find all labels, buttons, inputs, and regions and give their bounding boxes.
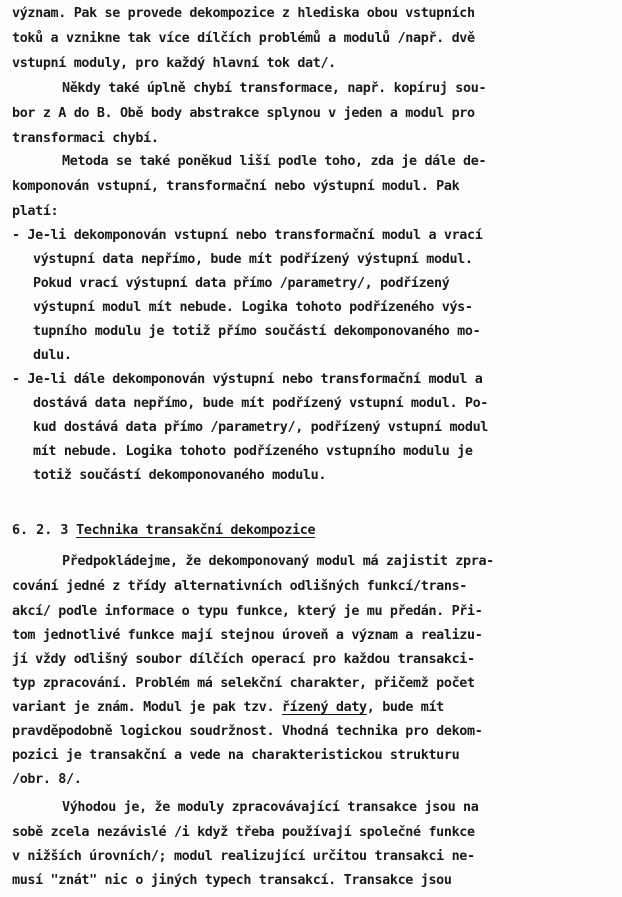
text-line: platí: xyxy=(12,204,59,219)
bullet-line: mít nebude. Logika tohoto podřízeného vstupního modulu je xyxy=(33,444,473,459)
text-line: akcí/ podle informace o typu funkce, který je mu předán. Při- xyxy=(12,604,483,619)
bullet-line: - Je-li dále dekomponován výstupní nebo transformační modul a xyxy=(12,372,483,387)
text-line xyxy=(12,696,444,720)
bullet-line: kud dostává data přímo /parametry/, podřízený vstupní modul xyxy=(33,420,488,435)
bullet-line: dulu. xyxy=(33,348,72,363)
text-line: pozici je transakční a vede na charakteristickou strukturu xyxy=(12,748,460,763)
bullet-line: výstupní modul mít nebude. Logika tohoto podřízeného výs- xyxy=(33,300,473,315)
section-title: Technika transakční dekompozice xyxy=(76,523,316,538)
bullet-line: výstupní data nepřímo, bude mít podřízený výstupní modul. xyxy=(33,252,473,267)
text-line: význam. Pak se provede dekompozice z hlediska obou vstupních xyxy=(12,6,475,21)
text-fragment: , bude mít xyxy=(366,700,444,715)
text-line: pravděpodobně logickou soudržnost. Vhodná technika pro dekom- xyxy=(12,724,483,739)
bullet-line: Pokud vrací výstupní data přímo /parametry/, podřízený xyxy=(33,276,450,291)
section-heading xyxy=(12,519,315,543)
text-line: transformaci chybí. xyxy=(12,131,159,146)
text-line: Někdy také úplně chybí transformace, např. kopíruj sou- xyxy=(62,81,487,96)
text-line: tom jednotlivé funkce mají stejnou úroveň a význam a realizu- xyxy=(12,628,483,643)
text-line: musí "znát" nic o jiných typech transakcí. Transakce jsou xyxy=(12,873,452,888)
bullet-line: - Je-li dekomponován vstupní nebo transformační modul a vrací xyxy=(12,228,483,243)
text-line: toků a vznikne tak více dílčích problémů a modulů /např. dvě xyxy=(12,31,475,46)
text-line: Výhodou je, že moduly zpracovávající transakce jsou na xyxy=(62,800,479,815)
text-line: v nižších úrovních/; modul realizující určitou transakci ne- xyxy=(12,849,475,864)
text-line: cování jedné z třídy alternativních odlišných funkcí/trans- xyxy=(12,579,467,594)
bullet-line: tupního modulu je totiž přímo součástí dekomponovaného mo- xyxy=(33,324,481,339)
text-line: Předpokládejme, že dekomponovaný modul má zajistit zpra- xyxy=(62,554,494,569)
text-line: bor z A do B. Obě body abstrakce splynou v jeden a modul pro xyxy=(12,106,475,121)
bullet-line: dostává data nepřímo, bude mít podřízený vstupní modul. Po- xyxy=(33,396,488,411)
section-number: 6. 2. 3 xyxy=(12,523,69,538)
text-line: sobě zcela nezávislé /i když třeba používají společné funkce xyxy=(12,825,475,840)
text-line: typ zpracování. Problém má selekční charakter, přičemž počet xyxy=(12,676,475,691)
text-fragment: variant je znám. Modul je pak tzv. xyxy=(12,700,282,715)
underlined-term: řízený daty xyxy=(281,700,367,715)
text-line: /obr. 8/. xyxy=(12,772,82,787)
text-line: Metoda se také poněkud liší podle toho, zda je dále de- xyxy=(62,154,487,169)
text-line: jí vždy odlišný soubor dílčích operací pro každou transakci- xyxy=(12,652,475,667)
bullet-line: totiž součástí dekomponovaného modulu. xyxy=(33,468,327,483)
text-line: komponován vstupní, transformační nebo výstupní modul. Pak xyxy=(12,179,460,194)
text-line: vstupní moduly, pro každý hlavní tok dat/. xyxy=(12,56,336,71)
